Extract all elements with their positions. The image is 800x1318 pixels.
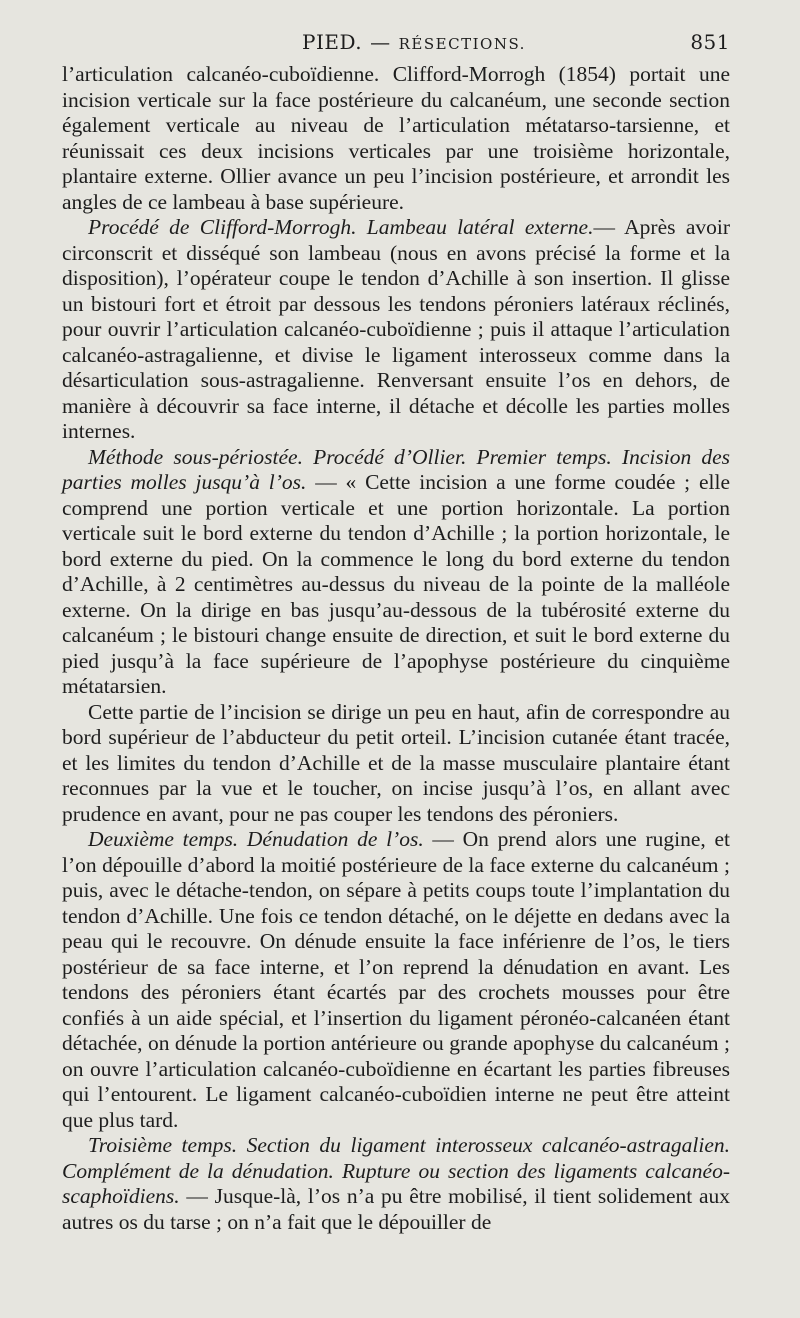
paragraph-text: l’articulation calcanéo-cuboïdienne. Clifford-Morrogh (1854) portait une incision verticale sur la face postérieure du calcanéum, une seconde section également verticale au niveau de l’articulation métatarso-tarsienne, et réunissait ces deux incisions verticales par une troisième horizontale, plantaire externe. Ollier avance un peu l’incision postérieure, et arrondit les angles de ce lambeau à base supérieure. (62, 62, 730, 214)
paragraph (62, 700, 730, 828)
paragraph (62, 215, 730, 445)
paragraph-lead: Troisième temps. Section du ligament interosseux calcanéo-astragalien. Complément de la dénudation. Rupture ou section des ligaments calcanéo-scaphoïdiens. (62, 1133, 730, 1208)
running-head (302, 30, 526, 54)
paragraph-lead: Deuxième temps. Dénudation de l’os. (88, 827, 424, 851)
paragraph-text: — On prend alors une rugine, et l’on dépouille d’abord la moitié postérieure de la face externe du calcanéum ; puis, avec le détache-tendon, on sépare à petits coups toute l’implantation du tendon d’Achille. Une fois ce tendon détaché, on le déjette en dedans avec la peau qui le recouvre. On dénude ensuite la face inférienre de l’os, le tiers postérieur de sa face interne, et l’on reprend la dénudation en avant. Les tendons des péroniers étant écartés par des crochets mousses pour être confiés à un aide spécial, et l’insertion du ligament péronéo-calcanéen étant détachée, on dénude la portion antérieure ou grande apophyse du calcanéum ; on ouvre l’articulation calcanéo-cuboïdienne en écartant les parties fibreuses qui l’entourent. Le ligament calcanéo-cuboïdien interne ne peut être atteint que plus tard. (62, 827, 730, 1132)
paragraph-lead: Méthode sous-périostée. Procédé d’Ollier. Premier temps. Incision des parties molles jusqu’à l’os. (62, 444, 730, 494)
section-title: RÉSECTIONS. (398, 35, 526, 53)
paragraph-text: — Jusque-là, l’os n’a pu être mobilisé, il tient solidement aux autres os du tarse ; on n’a fait que le dépouiller de (62, 1184, 730, 1234)
paragraph (62, 445, 730, 700)
paragraph-text: — Après avoir circonscrit et disséqué son lambeau (nous en avons précisé la forme et la disposition), l’opérateur coupe le tendon d’Achille à son insertion. Il glisse un bistouri fort et étroit par dessous les tendons péroniers latéraux réclinés, pour ouvrir l’articulation calcanéo-cuboïdienne ; puis il attaque l’articulation calcanéo-astragalienne, et divise le ligament interosseux comme dans la désarticulation sous-astragalienne. Renversant ensuite l’os en dehors, de manière à découvrir sa face interne, il détache et décolle les parties molles internes. (62, 215, 730, 443)
paragraph (62, 1133, 730, 1235)
paragraph-lead: Procédé de Clifford-Morrogh. Lambeau latéral externe. (88, 215, 594, 239)
paragraph (62, 62, 730, 215)
body-text (62, 62, 730, 1235)
paragraph (62, 827, 730, 1133)
paragraph-text: — « Cette incision a une forme coudée ; elle comprend une portion verticale et une portion horizontale. La portion verticale suit le bord externe du tendon d’Achille ; la portion horizontale, le bord externe du pied. On la commence le long du bord externe du tendon d’Achille, à 2 centimètres au-dessus du niveau de la pointe de la malléole externe. On la dirige en bas jusqu’au-dessous de la tubérosité externe du calcanéum ; le bistouri change ensuite de direction, et suit le bord externe du pied jusqu’à la face supérieure de l’apophyse postérieure du cinquième métatarsien. (62, 470, 730, 698)
page-header (62, 26, 730, 62)
paragraph-text: Cette partie de l’incision se dirige un peu en haut, afin de correspondre au bord supérieur de l’abducteur du petit orteil. L’incision cutanée étant tracée, et les limites du tendon d’Achille et de la masse musculaire plantaire étant reconnues par la vue et le toucher, on incise jusqu’à l’os, en allant avec prudence en avant, pour ne pas couper les tendons des péroniers. (62, 699, 730, 826)
header-separator: — (370, 30, 391, 54)
page-number: 851 (690, 30, 730, 54)
running-title: PIED. (302, 30, 363, 54)
